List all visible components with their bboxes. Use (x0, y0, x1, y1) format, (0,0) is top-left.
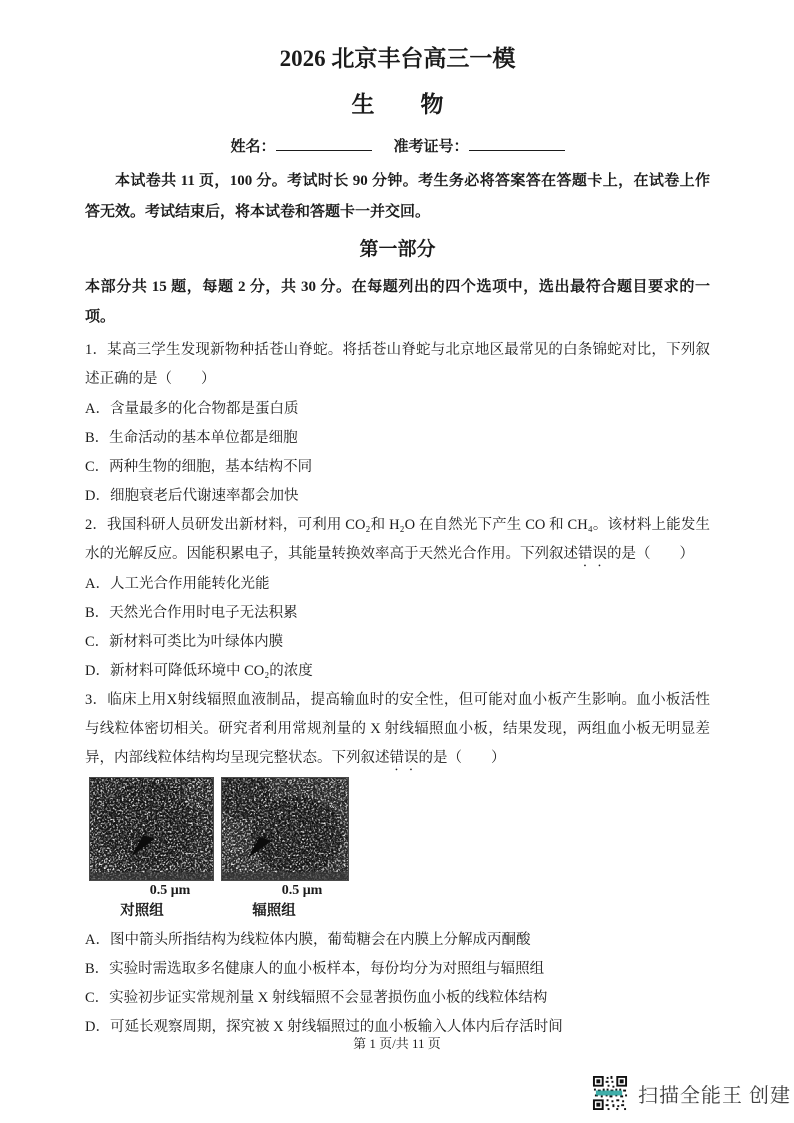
exam-id-blank-field (469, 138, 565, 152)
question-1-option-a: A．含量最多的化合物都是蛋白质 (85, 401, 299, 417)
exam-id-label: 准考证号： (393, 139, 469, 155)
question-2-stem-emphasis: 错误 (578, 546, 607, 562)
scale-bar-label-irradiated: 0.5 μm (281, 883, 323, 898)
question-3-stem-emphasis: 错误 (389, 750, 419, 766)
name-blank-field (276, 138, 372, 152)
question-1-option-c: C．两种生物的细胞，基本结构不同 (85, 459, 313, 475)
question-3-option-d: D．可延长观察周期，探究被 X 射线辐照过的血小板输入人体内后存活时间 (85, 1019, 563, 1035)
question-1-stem-text: 1．某高三学生发现新物种括苍山脊蛇。将括苍山脊蛇与北京地区最常见的白条锦蛇对比，下列叙述正确的是（ ） (85, 342, 710, 387)
figure-control-column (89, 777, 217, 922)
question-1-option-d: D．细胞衰老后代谢速率都会加快 (85, 488, 299, 504)
question-3-option-c: C．实验初步证实常规剂量 X 射线辐照不会显著损伤血小板的线粒体结构 (85, 990, 548, 1006)
question-3-stem (85, 686, 710, 774)
question-2 (85, 511, 710, 686)
qr-code-icon (592, 1075, 628, 1111)
question-1-stem (85, 336, 710, 395)
question-2-option-d: D．新材料可降低环境中 CO₂的浓度 (85, 663, 313, 679)
watermark-text: 扫描全能王 创建 (638, 1084, 791, 1107)
question-3-option-b: B．实验时需选取多名健康人的血小板样本，每份均分为对照组与辐照组 (85, 961, 545, 977)
question-3-figure (89, 777, 710, 922)
page-title: 2026 北京丰台高三一模 (279, 46, 516, 71)
question-2-option-c: C．新材料可类比为叶绿体内膜 (85, 634, 284, 650)
subject-title: 生 物 (351, 92, 444, 117)
name-label: 姓名： (230, 139, 276, 155)
exam-instructions: 本试卷共 11 页，100 分。考试时长 90 分钟。考生务必将答案答在答题卡上，在试卷上作答无效。考试结束后，将本试卷和答题卡一并交回。 (85, 173, 710, 220)
scanner-watermark (592, 1075, 791, 1111)
page-number: 第 1 页/共 11 页 (353, 1036, 441, 1051)
question-2-option-b: B．天然光合作用时电子无法积累 (85, 605, 298, 621)
question-3 (85, 686, 710, 1042)
question-2-stem-tail: 的是（ ） (607, 546, 694, 562)
part1-heading: 第一部分 (359, 239, 436, 260)
figure-irradiated-column (221, 777, 349, 922)
question-3-stem-text: 3．临床上用X射线辐照血液制品，提高输血时的安全性，但可能对血小板产生影响。血小板活性与线粒体密切相关。研究者利用常规剂量的 X 射线辐照血小板，结果发现，两组血小板无明显差异，内部线粒体结构均呈现完整状态。下列叙述 (85, 692, 710, 766)
question-1-option-b: B．生命活动的基本单位都是细胞 (85, 430, 298, 446)
question-2-stem (85, 511, 710, 570)
question-3-option-a: A．图中箭头所指结构为线粒体内膜，葡萄糖会在内膜上分解成丙酮酸 (85, 932, 531, 948)
candidate-info-line (85, 134, 710, 160)
group-label-control: 对照组 (120, 903, 164, 919)
question-1 (85, 336, 710, 511)
part1-intro: 本部分共 15 题，每题 2 分，共 30 分。在每题列出的四个选项中，选出最符合题目要求的一项。 (85, 279, 710, 325)
question-3-stem-tail: 的是（ ） (418, 750, 506, 766)
group-label-irradiated: 辐照组 (252, 903, 296, 919)
electron-micrograph-control-image (89, 777, 214, 881)
question-2-stem-text: 2．我国科研人员研发出新材料，可利用 CO₂和 H₂O 在自然光下产生 CO 和 CH₄。该材料上能发生水的光解反应。因能积累电子，其能量转换效率高于天然光合作用。下列叙述 (85, 517, 710, 562)
scale-bar-label-control: 0.5 μm (149, 883, 191, 898)
question-2-option-a: A．人工光合作用能转化光能 (85, 576, 270, 592)
electron-micrograph-irradiated-image (221, 777, 349, 881)
